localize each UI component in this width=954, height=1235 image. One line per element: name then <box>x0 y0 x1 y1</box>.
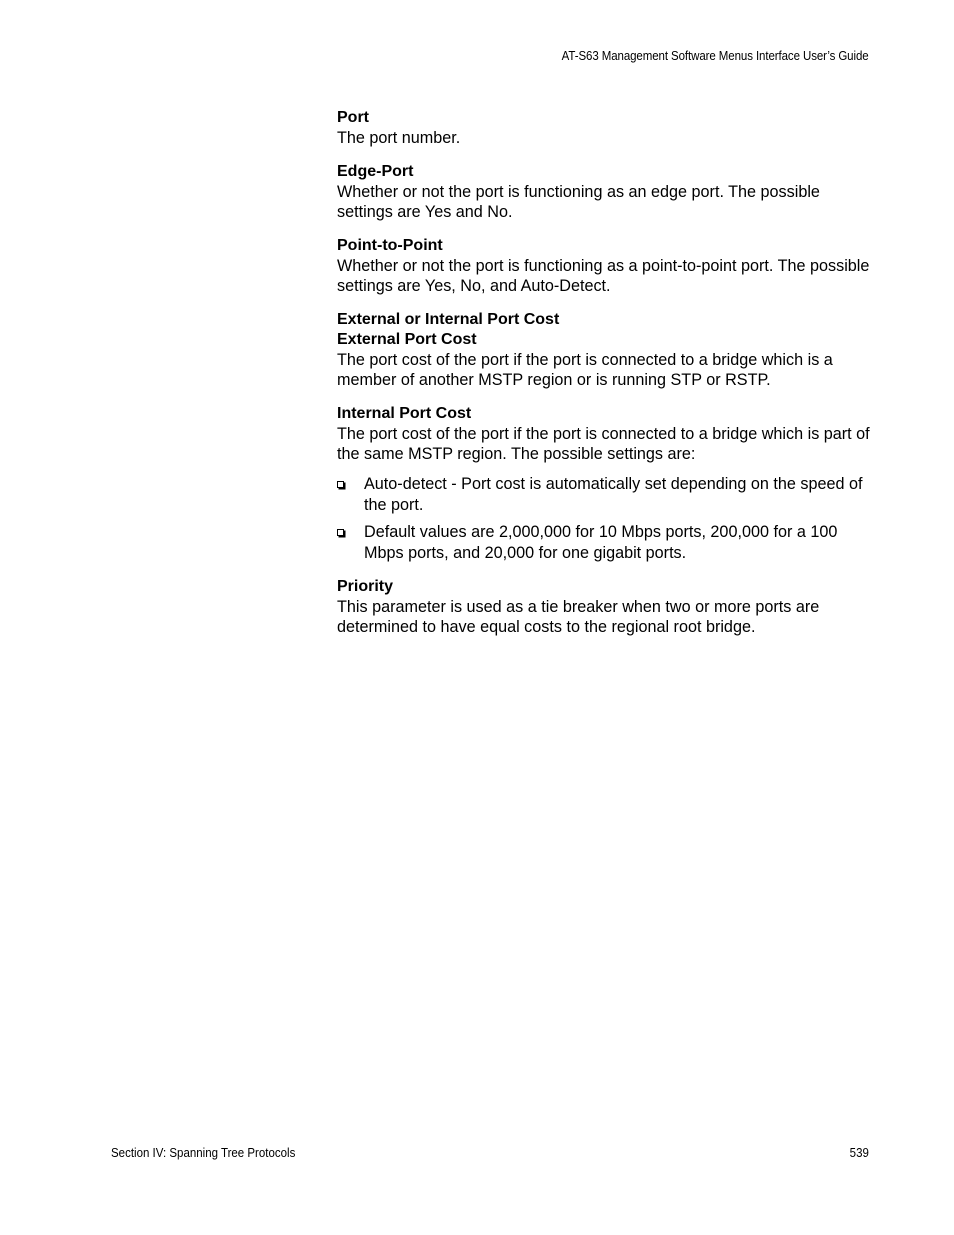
footer-section-title: Section IV: Spanning Tree Protocols <box>111 1146 296 1160</box>
field-heading: Priority <box>337 578 394 595</box>
field-port-cost <box>337 310 872 390</box>
checkbox-bullet-icon <box>337 481 344 488</box>
list-item-text: Auto-detect - Port cost is automatically set depending on the speed of the port. <box>364 475 863 514</box>
field-subheading: External Port Cost <box>337 331 477 348</box>
page-number: 539 <box>849 1146 869 1160</box>
field-description: The port cost of the port if the port is connected to a bridge which is a member of another MSTP region or is running STP or RSTP. <box>337 351 833 389</box>
running-header: AT-S63 Management Software Menus Interface User’s Guide <box>562 49 869 63</box>
field-description: This parameter is used as a tie breaker when two or more ports are determined to have equal costs to the regional root bridge. <box>337 598 820 636</box>
field-definitions <box>337 108 872 651</box>
list-item <box>337 474 872 515</box>
field-description: Whether or not the port is functioning as an edge port. The possible settings are Yes and No. <box>337 183 820 221</box>
list-item <box>337 522 872 563</box>
field-heading: External or Internal Port Cost <box>337 311 560 328</box>
field-point-to-point <box>337 236 872 296</box>
field-heading: Internal Port Cost <box>337 405 472 422</box>
list-item-text: Default values are 2,000,000 for 10 Mbps ports, 200,000 for a 100 Mbps ports, and 20,000 for one gigabit ports. <box>364 523 838 562</box>
field-internal-port-cost <box>337 404 872 563</box>
field-port <box>337 108 872 148</box>
field-description: Whether or not the port is functioning as a point-to-point port. The possible settings are Yes, No, and Auto-Detect. <box>337 257 870 295</box>
checkbox-bullet-icon <box>337 529 344 536</box>
field-description: The port cost of the port if the port is connected to a bridge which is part of the same MSTP region. The possible settings are: <box>337 425 870 463</box>
field-priority <box>337 577 872 637</box>
field-heading: Port <box>337 109 369 126</box>
field-edge-port <box>337 162 872 222</box>
field-heading: Edge-Port <box>337 163 414 180</box>
field-description: The port number. <box>337 129 461 147</box>
field-heading: Point-to-Point <box>337 237 443 254</box>
settings-list <box>337 474 872 563</box>
